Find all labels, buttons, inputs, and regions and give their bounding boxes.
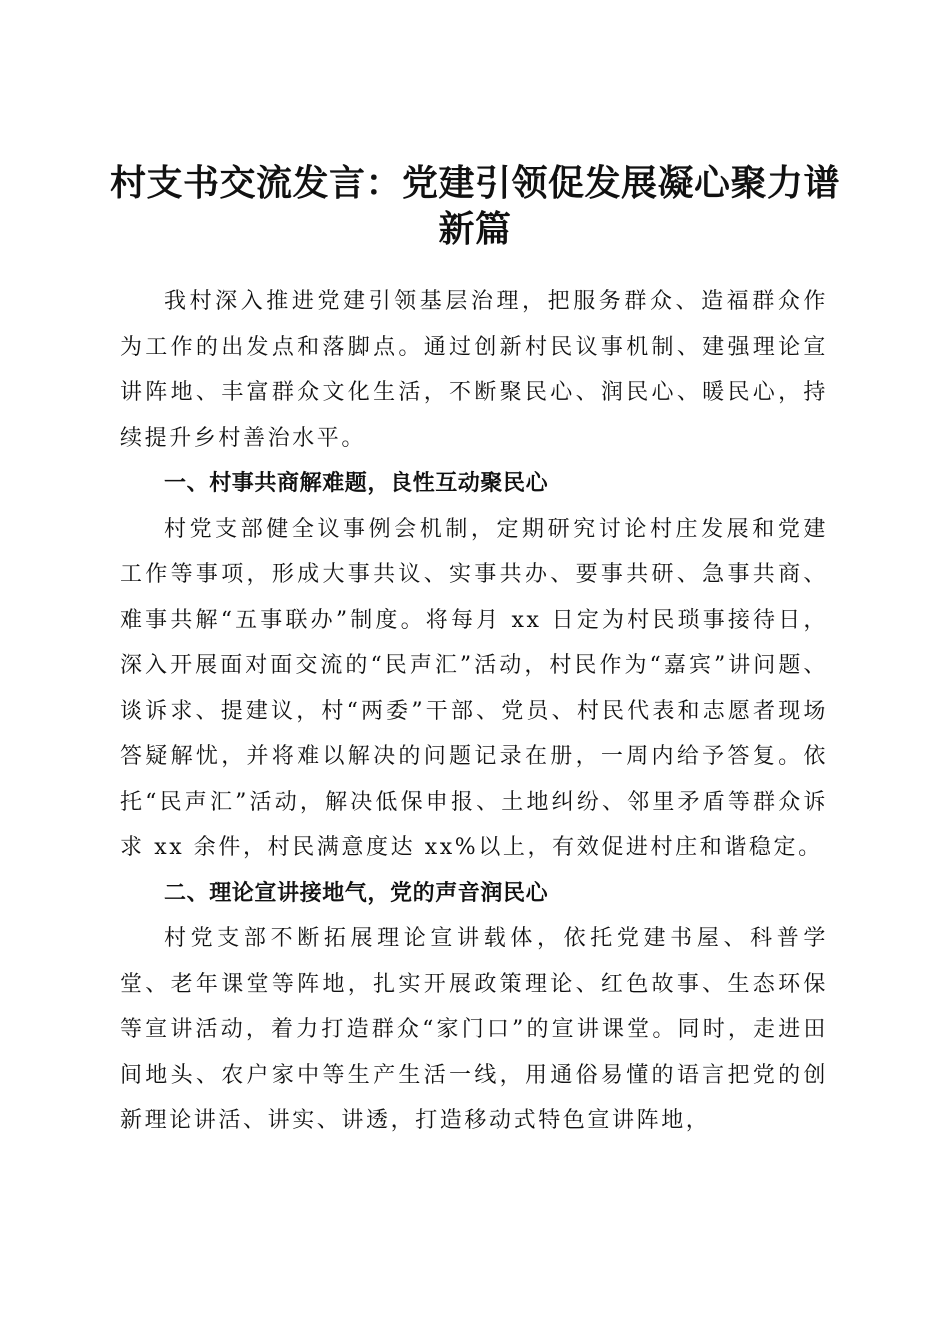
section-1-heading: 一、村事共商解难题，良性互动聚民心 bbox=[164, 471, 549, 496]
section-1-paragraph: 村党支部健全议事例会机制，定期研究讨论村庄发展和党建工作等事项，形成大事共议、实事共办、要事共研、急事共商、难事共解“五事联办”制度。将每月 xx 日定为村民琐事接待日，深入开展面对面交流的“民声汇”活动，村民作为“嘉宾”讲问题、谈诉求、提建议，村“两委”干部、党员、村民代表和志愿者现场答疑解忧，并将难以解决的问题记录在册，一周内给予答复。依托“民声汇”活动，解决低保申报、土地纠纷、邻里矛盾等群众诉求 xx 余件，村民满意度达 xx%以上，有效促进村庄和谐稳定。 bbox=[120, 516, 828, 860]
intro-paragraph: 我村深入推进党建引领基层治理，把服务群众、造福群众作为工作的出发点和落脚点。通过创新村民议事机制、建强理论宣讲阵地、丰富群众文化生活，不断聚民心、润民心、暖民心，持续提升乡村善治水平。 bbox=[120, 289, 828, 451]
document-title: 村支书交流发言：党建引领促发展凝心聚力谱新篇 bbox=[110, 162, 841, 251]
section-2-heading: 二、理论宣讲接地气，党的声音润民心 bbox=[164, 880, 549, 906]
section-2-paragraph: 村党支部不断拓展理论宣讲载体，依托党建书屋、科普学堂、老年课堂等阵地，扎实开展政策理论、红色故事、生态环保等宣讲活动，着力打造群众“家门口”的宣讲课堂。同时，走进田间地头、农户家中等生产生活一线，用通俗易懂的语言把党的创新理论讲活、讲实、讲透，打造移动式特色宣讲阵地， bbox=[120, 926, 828, 1133]
document-body bbox=[120, 279, 828, 1144]
